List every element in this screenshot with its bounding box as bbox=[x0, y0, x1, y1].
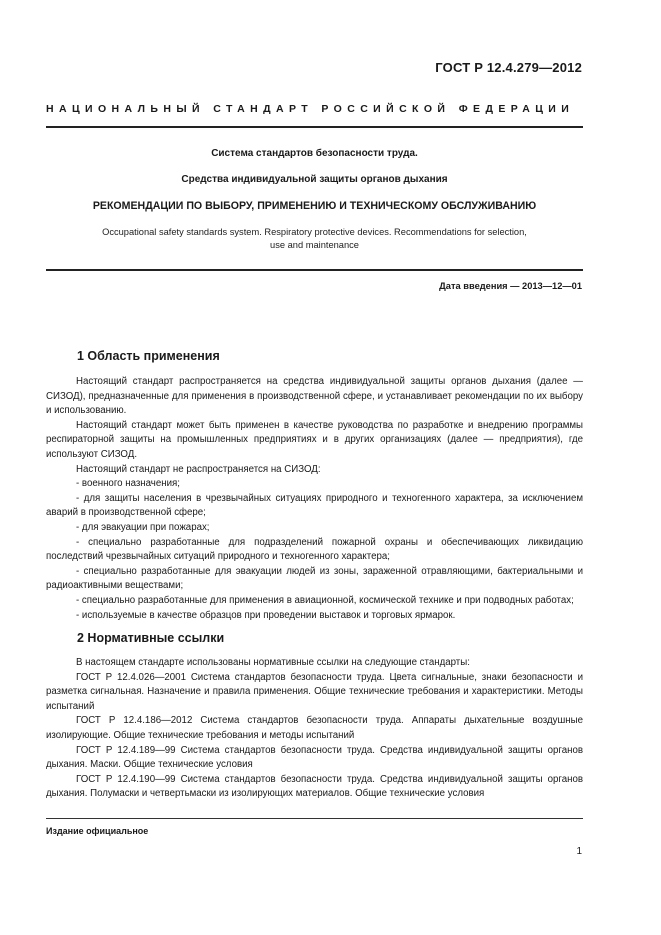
national-standard-title: НАЦИОНАЛЬНЫЙ СТАНДАРТ РОССИЙСКОЙ ФЕДЕРАЦИИ bbox=[46, 103, 575, 115]
intro-date: Дата введения — 2013—12—01 bbox=[439, 281, 582, 291]
reference-item: ГОСТ Р 12.4.026—2001 Система стандартов безопасности труда. Цвета сигнальные, знаки безопасности и разметка сигнальная. Назначение и правила применения. Общие технические требования и характеристики. Методы испытаний bbox=[46, 671, 583, 712]
footer-divider bbox=[46, 818, 583, 819]
title-system: Система стандартов безопасности труда. bbox=[211, 148, 418, 159]
list-item: - для эвакуации при пожарах; bbox=[76, 521, 210, 533]
page-number: 1 bbox=[576, 846, 582, 857]
title-recommendations: РЕКОМЕНДАЦИИ ПО ВЫБОРУ, ПРИМЕНЕНИЮ И ТЕХНИЧЕСКОМУ ОБСЛУЖИВАНИЮ bbox=[92, 200, 537, 212]
header-divider bbox=[46, 126, 583, 128]
title-divider bbox=[46, 269, 583, 271]
list-item: - используемые в качестве образцов при проведении выставок и торговых ярмарок. bbox=[76, 609, 456, 621]
list-item: - специально разработанные для подразделений пожарной охраны и обеспечивающих ликвидацию последствий чрезвычайных ситуаций природного и техногенного характера; bbox=[46, 536, 583, 563]
section-1-heading: 1 Область применения bbox=[77, 349, 220, 363]
title-english-line1: Occupational safety standards system. Respiratory protective devices. Recommendations for selection, bbox=[102, 227, 527, 237]
reference-item: ГОСТ Р 12.4.189—99 Система стандартов безопасности труда. Средства индивидуальной защиты органов дыхания. Маски. Общие технические условия bbox=[46, 744, 583, 771]
list-item: - специально разработанные для применения в авиационной, космической технике и при подводных работах; bbox=[76, 594, 574, 606]
title-english-line2: use and maintenance bbox=[270, 240, 359, 250]
title-english bbox=[46, 226, 583, 252]
section-2-heading: 2 Нормативные ссылки bbox=[77, 631, 225, 645]
standard-number: ГОСТ Р 12.4.279—2012 bbox=[435, 60, 582, 75]
reference-item: ГОСТ Р 12.4.190—99 Система стандартов безопасности труда. Средства индивидуальной защиты органов дыхания. Полумаски и четвертьмаски из изолирующих материалов. Общие технические условия bbox=[46, 773, 583, 800]
publication-note: Издание официальное bbox=[46, 826, 149, 836]
list-item: - для защиты населения в чрезвычайных ситуациях природного и техногенного характера, за исключением аварий в производственной сфере; bbox=[46, 492, 583, 519]
title-means: Средства индивидуальной защиты органов дыхания bbox=[181, 174, 448, 185]
paragraph: Настоящий стандарт не распространяется на СИЗОД: bbox=[76, 463, 321, 475]
list-item: - специально разработанные для эвакуации людей из зоны, зараженной отравляющими, бактериальными и радиоактивными веществами; bbox=[46, 565, 583, 592]
reference-item: ГОСТ Р 12.4.186—2012 Система стандартов безопасности труда. Аппараты дыхательные воздушные изолирующие. Общие технические требования и методы испытаний bbox=[46, 715, 583, 741]
paragraph: Настоящий стандарт распространяется на средства индивидуальной защиты органов дыхания (далее — СИЗОД), предназначенные для применения в производственной сфере, и устанавливает рекомендации по их выбору и использованию. bbox=[46, 376, 583, 417]
list-item: - военного назначения; bbox=[76, 478, 180, 490]
paragraph: Настоящий стандарт может быть применен в качестве руководства по разработке и внедрению программы респираторной защиты на промышленных предприятиях и в других организациях (далее — предприятия), где используют СИЗОД. bbox=[46, 419, 583, 460]
section-1-body bbox=[46, 375, 583, 623]
section-2-body bbox=[46, 656, 583, 802]
paragraph: В настоящем стандарте использованы нормативные ссылки на следующие стандарты: bbox=[76, 657, 470, 668]
